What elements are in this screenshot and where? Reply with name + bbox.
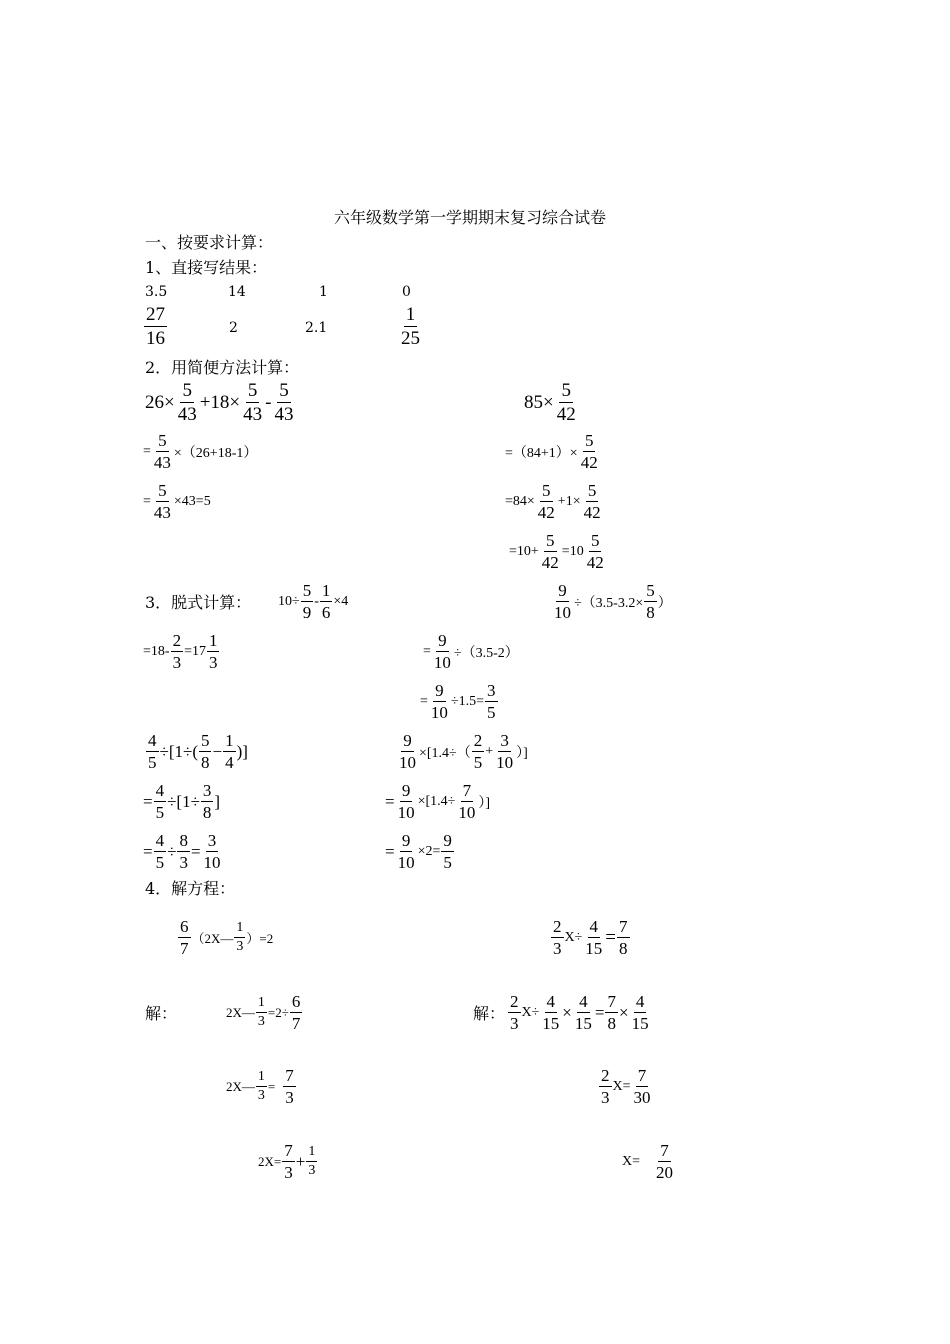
numerator: 5 — [247, 380, 258, 401]
expr-text: 2X= — [258, 1153, 282, 1169]
expr-text: 10÷ — [278, 593, 300, 609]
q2-heading: 2．用简便方法计算： — [145, 358, 300, 377]
numerator: 3 — [202, 781, 212, 800]
numerator: 9 — [401, 831, 411, 850]
expr-text: ÷ — [167, 841, 177, 861]
denominator: 8 — [607, 1014, 616, 1033]
q3-c-expression — [145, 732, 248, 771]
denominator: 20 — [656, 1163, 674, 1182]
denominator: 6 — [321, 603, 331, 622]
q2-right-step — [505, 482, 604, 521]
q1-answer: 14 — [228, 284, 246, 300]
numerator: 5 — [561, 380, 571, 401]
numerator: 3 — [487, 681, 496, 700]
expr-text: ×2= — [417, 843, 441, 859]
numerator: 5 — [158, 481, 167, 500]
numerator: 8 — [179, 831, 188, 850]
q4-left-step — [258, 1142, 318, 1181]
q3-heading: 3．脱式计算： — [145, 593, 252, 612]
denominator: 5 — [443, 853, 452, 872]
expr-text: 26× — [145, 391, 175, 413]
expr-text: ÷（3.5-2） — [453, 645, 519, 661]
numerator: 3 — [500, 731, 509, 750]
denominator: 3 — [236, 939, 244, 954]
numerator: 9 — [558, 581, 567, 600]
numerator: 2 — [510, 992, 519, 1011]
expr-text: + — [295, 1151, 306, 1171]
expr-text: 85× — [524, 391, 554, 413]
expr-text: ×43=5 — [173, 493, 211, 509]
denominator: 15 — [574, 1014, 592, 1033]
expr-text: = — [267, 1078, 276, 1094]
denominator: 8 — [646, 603, 655, 622]
denominator: 10 — [430, 703, 448, 722]
q2-left-expression — [145, 381, 296, 424]
denominator: 7 — [180, 939, 189, 958]
numerator: 1 — [306, 1145, 317, 1162]
denominator: 3 — [510, 1014, 519, 1033]
q2-right-step — [505, 432, 601, 471]
expr-text: )] — [236, 741, 248, 761]
denominator: 10 — [496, 753, 514, 772]
q1-answer: 2 — [229, 320, 238, 336]
denominator: 3 — [284, 1163, 293, 1182]
expr-text: =17 — [184, 643, 206, 659]
denominator: 9 — [302, 603, 312, 622]
q1-answer-fraction — [398, 305, 423, 348]
expr-text: = — [385, 841, 395, 861]
q1-answer: 1 — [319, 284, 328, 300]
q2-left-step — [143, 432, 257, 471]
denominator: 43 — [243, 404, 263, 425]
numerator: 5 — [546, 531, 555, 550]
q1-answer: 3.5 — [145, 284, 168, 300]
expr-text: ×4 — [333, 593, 349, 609]
numerator: 27 — [146, 304, 165, 325]
expr-text: X= — [622, 1153, 641, 1169]
numerator: 5 — [158, 431, 167, 450]
numerator: 1 — [208, 631, 218, 650]
expr-text: = — [594, 1002, 605, 1022]
expr-text: X÷ — [564, 929, 583, 945]
denominator: 10 — [433, 653, 451, 672]
denominator: 8 — [619, 939, 628, 958]
denominator: 43 — [274, 404, 294, 425]
expr-text: X÷ — [521, 1004, 540, 1020]
q4-heading: 4．解方程： — [145, 879, 236, 898]
expr-text: = — [190, 841, 201, 861]
numerator: 4 — [155, 831, 165, 850]
expr-text: =（84+1）× — [505, 445, 578, 461]
numerator: 1 — [234, 921, 245, 938]
denominator: 3 — [257, 1088, 265, 1103]
numerator: 9 — [403, 731, 412, 750]
denominator: 42 — [580, 453, 598, 472]
denominator: 3 — [308, 1163, 316, 1178]
denominator: 8 — [202, 803, 212, 822]
numerator: 9 — [401, 781, 411, 800]
expr-text: - — [314, 593, 319, 609]
denominator: 3 — [257, 1014, 265, 1029]
denominator: 15 — [542, 1014, 560, 1033]
q4-right-step — [622, 1142, 676, 1181]
denominator: 16 — [146, 328, 165, 349]
denominator: 3 — [553, 939, 562, 958]
expr-text: ÷（3.5-3.2× — [574, 595, 644, 611]
expr-text: ÷[1÷( — [159, 741, 198, 761]
numerator: 5 — [182, 380, 192, 401]
expr-text: ）=2 — [246, 931, 274, 946]
numerator: 2 — [601, 1066, 610, 1085]
expr-text: × — [618, 1002, 629, 1022]
expr-text: = — [423, 643, 431, 659]
q3-c-step — [143, 782, 220, 821]
q3-a-step — [143, 632, 220, 671]
denominator: 8 — [200, 753, 210, 772]
denominator: 43 — [153, 503, 171, 522]
expr-text: ×[1.4÷ — [417, 793, 456, 809]
numerator: 5 — [590, 531, 600, 550]
q3-d-step — [385, 782, 490, 821]
numerator: 1 — [321, 581, 331, 600]
q1-answer-fraction — [143, 305, 168, 348]
q4-left-step — [226, 1067, 297, 1106]
q4-right-equation — [550, 918, 631, 957]
denominator: 42 — [586, 553, 604, 572]
expr-text: = — [143, 791, 153, 811]
expr-text: = — [143, 493, 151, 509]
numerator: 5 — [646, 581, 655, 600]
expr-text: +18× — [199, 391, 241, 413]
expr-text: 2X— — [226, 1078, 255, 1094]
numerator: 5 — [584, 431, 594, 450]
numerator: 5 — [279, 380, 289, 401]
numerator: 6 — [180, 917, 189, 936]
denominator: 3 — [172, 653, 182, 672]
numerator: 9 — [438, 631, 447, 650]
numerator: 7 — [660, 1141, 669, 1160]
denominator: 3 — [208, 653, 218, 672]
numerator: 9 — [443, 831, 452, 850]
denominator: 30 — [633, 1088, 651, 1107]
q1-heading: 1、直接写结果： — [145, 258, 268, 277]
q3-b-expression — [551, 582, 672, 621]
denominator: 42 — [541, 553, 559, 572]
solution-label: 解： — [473, 1004, 506, 1023]
denominator: 7 — [291, 1014, 301, 1033]
q1-answer: 2.1 — [305, 320, 328, 336]
numerator: 2 — [473, 731, 483, 750]
numerator: 5 — [587, 481, 597, 500]
denominator: 5 — [155, 803, 165, 822]
denominator: 10 — [399, 753, 416, 772]
denominator: 5 — [155, 853, 165, 872]
numerator: 5 — [302, 581, 312, 600]
numerator: 6 — [291, 992, 301, 1011]
denominator: 42 — [537, 503, 555, 522]
expr-text: ÷1.5= — [450, 693, 484, 709]
expr-text: ÷[1÷ — [167, 791, 200, 811]
q1-answer: 0 — [402, 284, 411, 300]
denominator: 10 — [458, 803, 476, 822]
numerator: 7 — [285, 1066, 294, 1085]
q4-right-step — [507, 993, 652, 1032]
denominator: 3 — [179, 853, 188, 872]
expr-text: = — [605, 926, 617, 948]
denominator: 43 — [153, 453, 171, 472]
denominator: 10 — [203, 853, 221, 872]
expr-text: = — [143, 841, 153, 861]
numerator: 1 — [256, 996, 267, 1013]
numerator: 2 — [553, 917, 562, 936]
numerator: 4 — [546, 992, 556, 1011]
q2-left-step — [143, 482, 211, 521]
expr-text: =18- — [143, 643, 170, 659]
q4-left-step — [226, 993, 303, 1032]
numerator: 4 — [155, 781, 165, 800]
q4-left-equation — [177, 918, 273, 957]
numerator: 7 — [637, 1066, 647, 1085]
denominator: 3 — [285, 1088, 294, 1107]
numerator: 7 — [462, 781, 472, 800]
expr-text: ×（26+18-1） — [173, 445, 258, 461]
denominator: 15 — [631, 1014, 649, 1033]
numerator: 1 — [256, 1070, 267, 1087]
numerator: 3 — [207, 831, 217, 850]
numerator: 7 — [619, 917, 628, 936]
denominator: 15 — [585, 939, 603, 958]
numerator: 1 — [225, 731, 234, 750]
numerator: 1 — [405, 304, 416, 325]
expr-text: =10+ — [509, 543, 539, 559]
expr-text: + — [485, 743, 494, 759]
expr-text: ] — [214, 791, 221, 811]
expr-text: +1× — [557, 493, 581, 509]
expr-text: × — [562, 1002, 572, 1022]
numerator: 9 — [435, 681, 444, 700]
denominator: 25 — [401, 328, 420, 349]
expr-text: =2÷ — [267, 1004, 289, 1020]
denominator: 10 — [397, 853, 415, 872]
numerator: 5 — [542, 481, 551, 500]
numerator: 7 — [284, 1141, 293, 1160]
q3-b-step — [420, 682, 499, 721]
numerator: 5 — [200, 731, 210, 750]
numerator: 4 — [635, 992, 645, 1011]
denominator: 42 — [583, 503, 601, 522]
denominator: 5 — [487, 703, 496, 722]
denominator: 43 — [177, 404, 197, 425]
numerator: 2 — [172, 631, 182, 650]
page-title: 六年级数学第一学期期末复习综合试卷 — [334, 208, 607, 227]
q3-a-expression — [278, 582, 348, 621]
expr-text: ）] — [516, 745, 528, 761]
numerator: 7 — [607, 992, 616, 1011]
q4-right-step — [598, 1067, 654, 1106]
denominator: 5 — [473, 753, 483, 772]
denominator: 42 — [556, 404, 576, 425]
q3-d-step — [385, 832, 455, 871]
q3-d-expression — [396, 732, 528, 771]
numerator: 4 — [148, 731, 157, 750]
denominator: 10 — [397, 803, 415, 822]
numerator: 4 — [589, 917, 599, 936]
q3-b-step — [423, 632, 519, 671]
expr-text: − — [212, 741, 223, 761]
q3-c-step — [143, 832, 224, 871]
expr-text: - — [265, 391, 272, 413]
expr-text: = — [385, 791, 395, 811]
expr-text: 2X— — [226, 1004, 255, 1020]
expr-text: =84× — [505, 493, 535, 509]
denominator: 3 — [601, 1088, 610, 1107]
solution-label: 解： — [145, 1004, 178, 1023]
denominator: 5 — [148, 753, 157, 772]
expr-text: =10 — [561, 543, 584, 559]
expr-text: （2X— — [191, 931, 234, 946]
expr-text: = — [420, 693, 428, 709]
expr-text: ） — [657, 595, 672, 611]
section-heading: 一、按要求计算： — [145, 233, 274, 252]
numerator: 4 — [579, 992, 588, 1011]
denominator: 10 — [554, 603, 571, 622]
expr-text: = — [143, 443, 151, 459]
expr-text: ）] — [478, 795, 491, 811]
q2-right-expression — [524, 381, 579, 424]
denominator: 4 — [225, 753, 234, 772]
q2-right-step — [509, 532, 607, 571]
expr-text: ×[1.4÷（ — [419, 745, 471, 761]
expr-text: X= — [612, 1078, 631, 1094]
